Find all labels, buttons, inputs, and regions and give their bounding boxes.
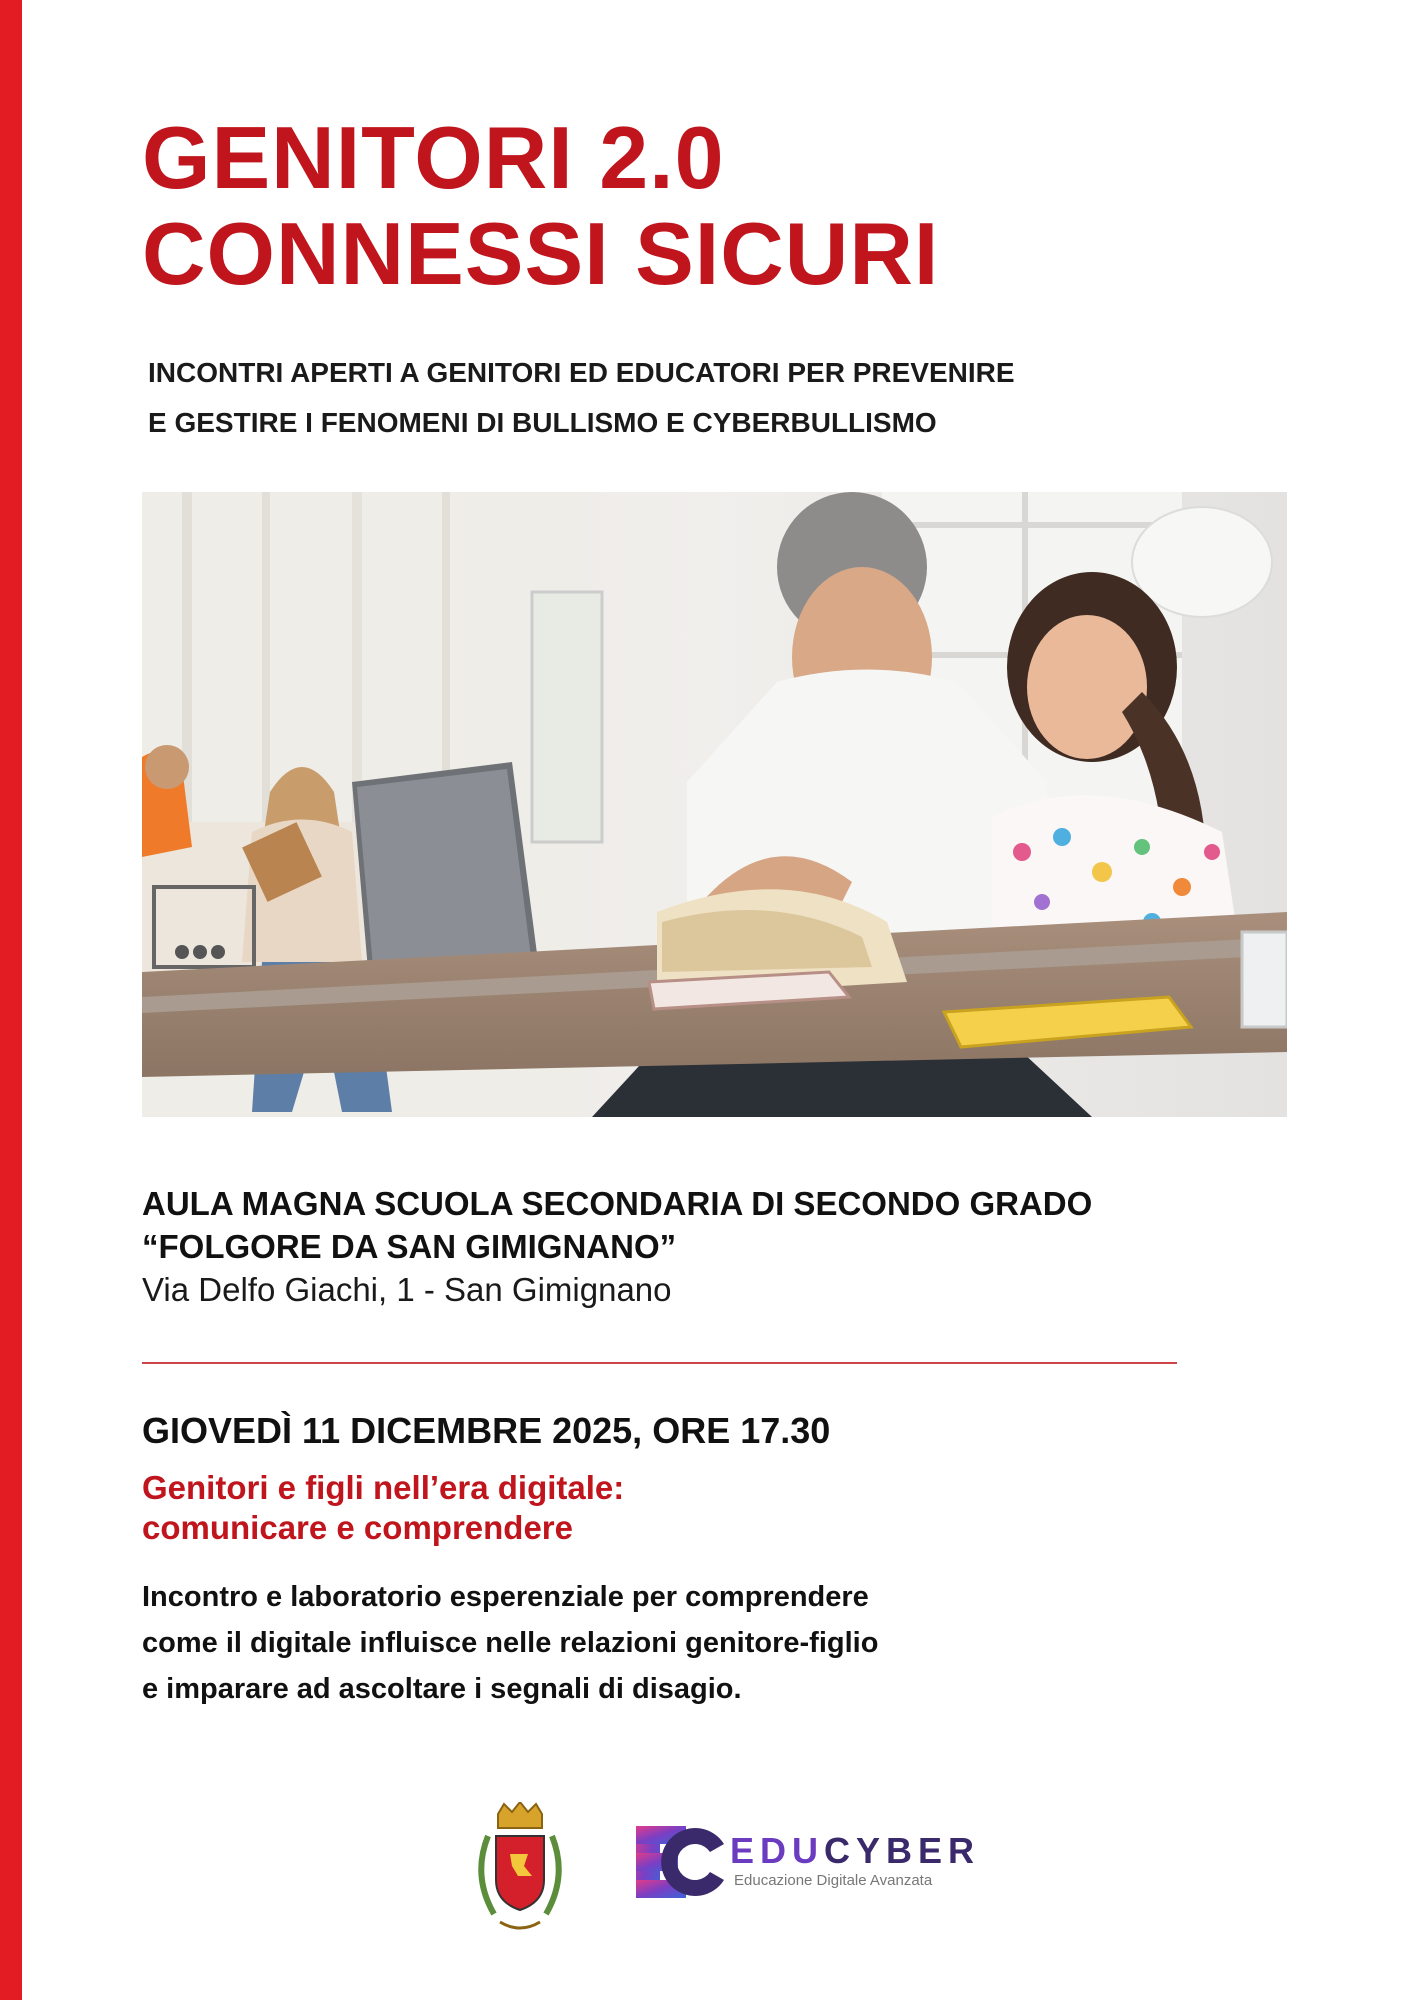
venue-name-line-1: AULA MAGNA SCUOLA SECONDARIA DI SECONDO GRADO <box>142 1185 1093 1222</box>
event-description-line-1: Incontro e laboratorio esperenziale per comprendere <box>142 1581 869 1613</box>
section-divider <box>142 1362 1177 1364</box>
brand-part-edu: EDU <box>730 1830 825 1871</box>
brand-part-cyber: CYBER <box>824 1830 981 1871</box>
event-topic-line-1: Genitori e figli nell’era digitale: <box>142 1469 625 1506</box>
municipality-crest-logo <box>470 1802 570 1942</box>
event-date: GIOVEDÌ 11 DICEMBRE 2025, ORE 17.30 <box>142 1410 831 1451</box>
title-line-1: GENITORI 2.0 <box>142 108 725 207</box>
subtitle-line-2: E GESTIRE I FENOMENI DI BULLISMO E CYBERBULLISMO <box>148 407 937 438</box>
educyber-brand-name <box>730 1830 980 1872</box>
title-line-2: CONNESSI SICURI <box>142 204 940 303</box>
subtitle-line-1: INCONTRI APERTI A GENITORI ED EDUCATORI PER PREVENIRE <box>148 357 1015 388</box>
hero-photo <box>142 492 1287 1117</box>
event-description <box>142 1574 878 1712</box>
event-topic-line-2: comunicare e comprendere <box>142 1509 573 1546</box>
venue-address: Via Delfo Giachi, 1 - San Gimignano <box>142 1271 672 1308</box>
subtitle <box>148 348 1015 448</box>
event-description-line-3: e imparare ad ascoltare i segnali di disagio. <box>142 1673 742 1705</box>
venue-name-line-2: “FOLGORE DA SAN GIMIGNANO” <box>142 1228 677 1265</box>
educyber-tagline: Educazione Digitale Avanzata <box>734 1872 933 1889</box>
page-title <box>142 110 939 302</box>
left-accent-bar <box>0 0 22 2000</box>
educyber-mark-icon <box>632 1822 732 1902</box>
educyber-logo <box>632 1822 1002 1902</box>
event-topic <box>142 1468 624 1548</box>
venue-block <box>142 1182 1092 1312</box>
event-description-line-2: come il digitale influisce nelle relazioni genitore-figlio <box>142 1627 879 1659</box>
